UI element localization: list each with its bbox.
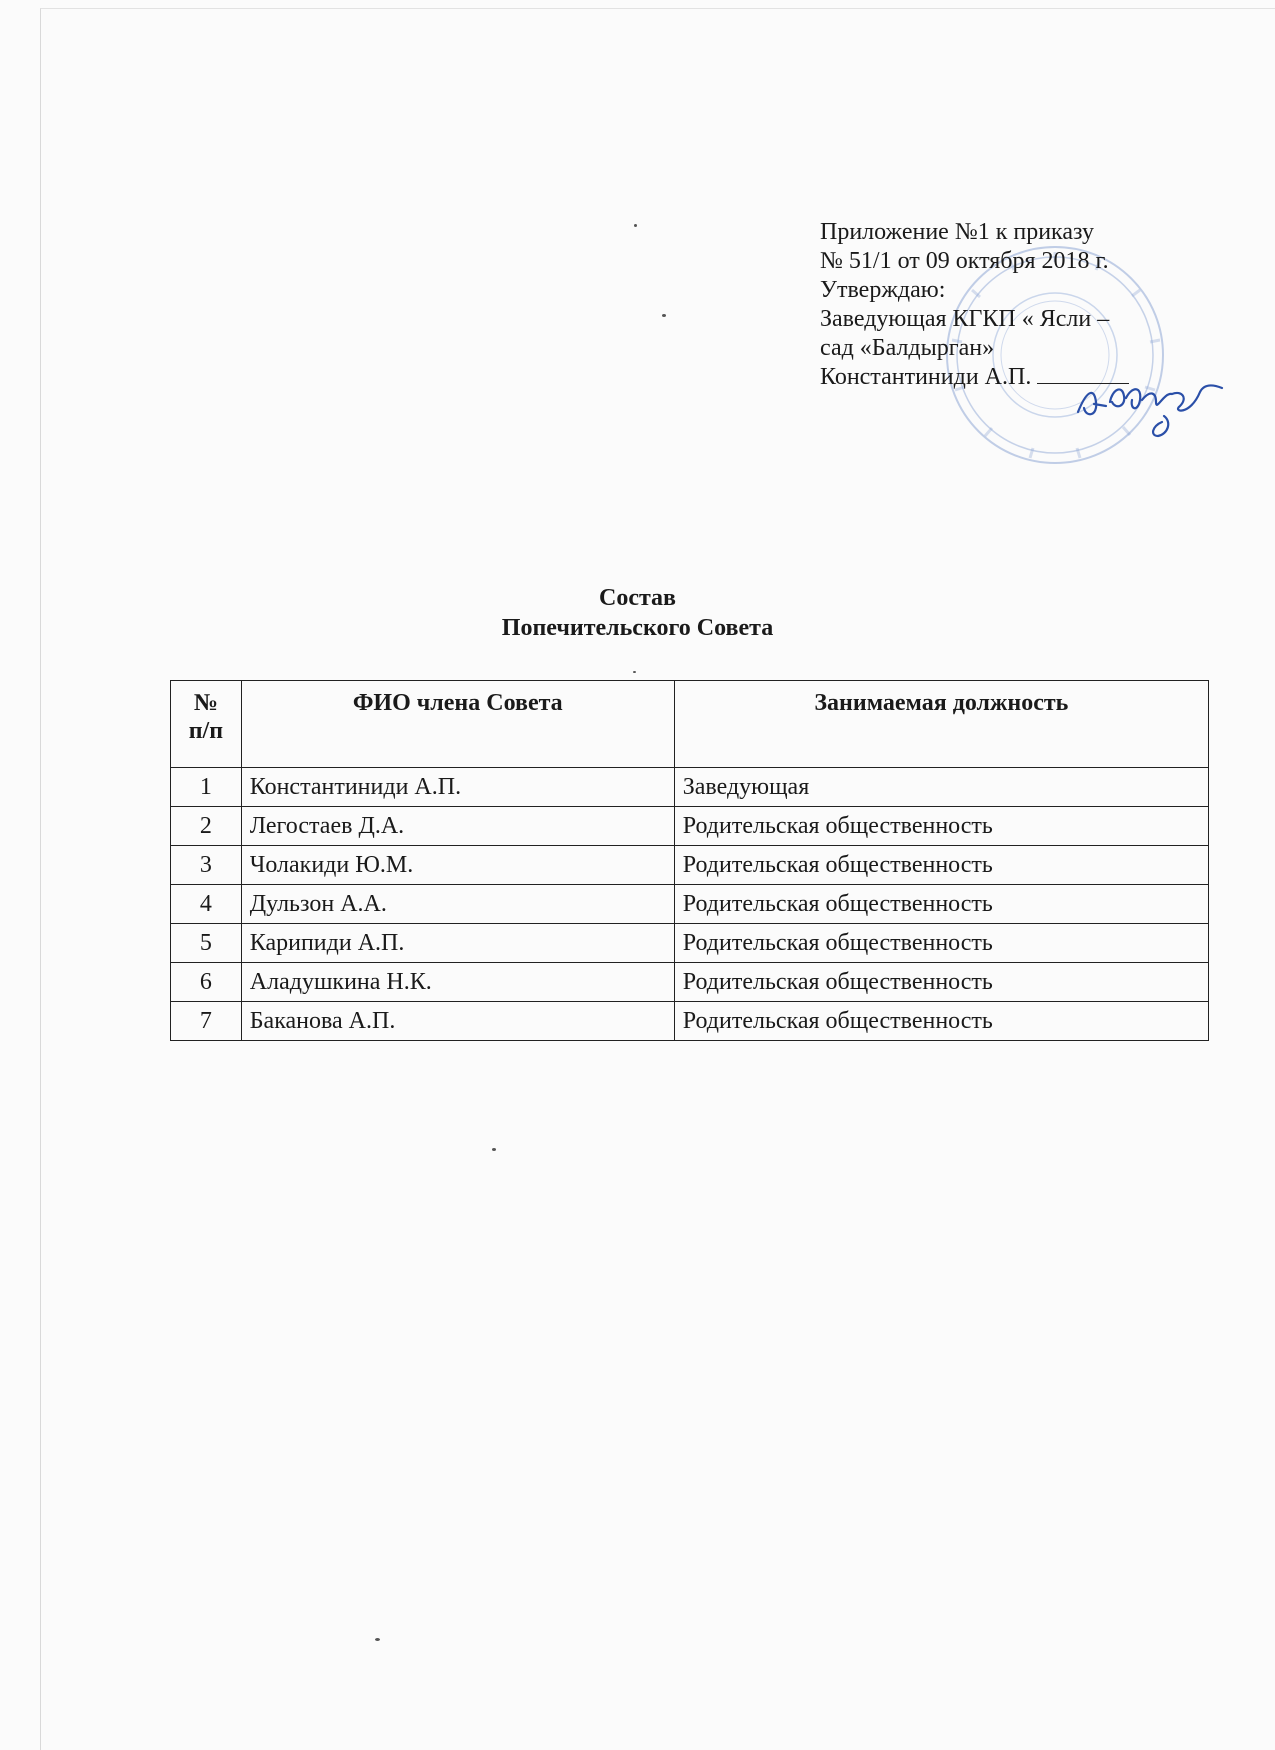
row-name: Карипиди А.П.: [241, 924, 674, 963]
row-num: 6: [171, 963, 242, 1002]
header-num-line-1: №: [193, 690, 218, 716]
row-name: Чолакиди Ю.М.: [241, 846, 674, 885]
header-position: Занимаемая должность: [674, 681, 1208, 768]
table-row: [171, 1002, 1209, 1041]
table-header-row: [171, 681, 1209, 768]
row-num: 3: [171, 846, 242, 885]
head-position-line: Заведующая КГКП « Ясли –: [820, 306, 1110, 332]
row-name: Дульзон А.А.: [241, 885, 674, 924]
row-position: Заведующая: [674, 768, 1208, 807]
council-table: [170, 680, 1209, 1041]
row-position: Родительская общественность: [674, 807, 1208, 846]
header-name: ФИО члена Совета: [241, 681, 674, 768]
scan-speck: [492, 1148, 496, 1151]
row-name: Баканова А.П.: [241, 1002, 674, 1041]
table-row: [171, 924, 1209, 963]
row-position: Родительская общественность: [674, 885, 1208, 924]
row-position: Родительская общественность: [674, 846, 1208, 885]
row-num: 1: [171, 768, 242, 807]
document-title: [0, 583, 1275, 643]
row-position: Родительская общественность: [674, 924, 1208, 963]
header-num: [171, 681, 242, 768]
row-name: Константиниди А.П.: [241, 768, 674, 807]
row-num: 7: [171, 1002, 242, 1041]
order-line: № 51/1 от 09 октября 2018 г.: [820, 248, 1109, 274]
head-name-line: [820, 363, 1129, 392]
title-line-1: Состав: [598, 585, 677, 611]
table-row: [171, 885, 1209, 924]
row-position: Родительская общественность: [674, 963, 1208, 1002]
row-num: 2: [171, 807, 242, 846]
table-row: [171, 807, 1209, 846]
table-row: [171, 963, 1209, 1002]
organization-line: сад «Балдырган»: [820, 335, 995, 361]
approval-header: [820, 218, 1129, 392]
header-num-line-2: п/п: [188, 718, 224, 744]
scan-speck: [633, 671, 636, 673]
table-row: [171, 768, 1209, 807]
row-num: 4: [171, 885, 242, 924]
signature-line: [1037, 363, 1129, 384]
scan-speck: [662, 314, 666, 317]
row-position: Родительская общественность: [674, 1002, 1208, 1041]
row-num: 5: [171, 924, 242, 963]
scan-speck: [375, 1638, 380, 1641]
appendix-line: Приложение №1 к приказу: [820, 219, 1094, 245]
scan-speck: [634, 224, 637, 227]
head-name: Константиниди А.П.: [820, 364, 1038, 390]
row-name: Аладушкина Н.К.: [241, 963, 674, 1002]
row-name: Легостаев Д.А.: [241, 807, 674, 846]
title-line-2: Попечительского Совета: [501, 615, 774, 641]
approve-line: Утверждаю:: [820, 277, 946, 303]
table-row: [171, 846, 1209, 885]
